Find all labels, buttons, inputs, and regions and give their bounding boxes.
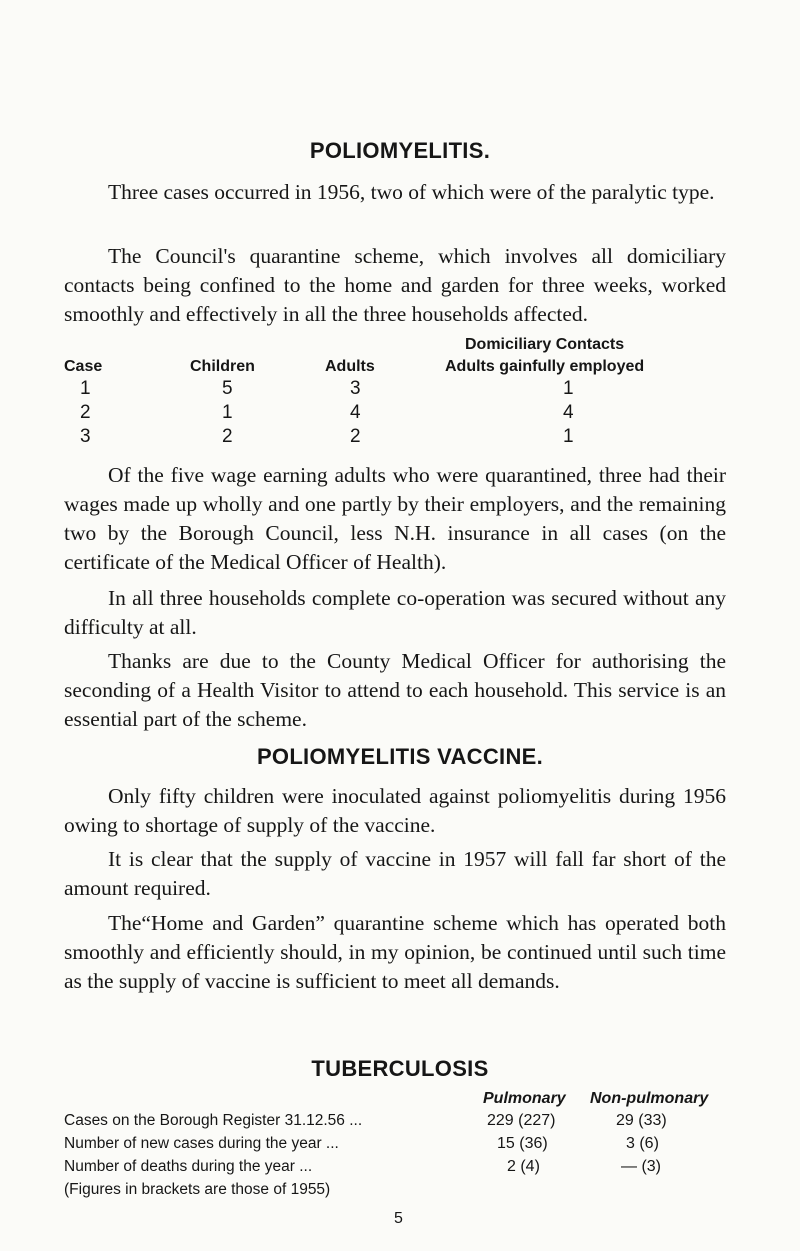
cell-children: 5 — [222, 378, 233, 399]
cell-non-pulmonary: — (3) — [621, 1158, 661, 1175]
cell-case: 3 — [80, 426, 91, 447]
cell-non-pulmonary: 3 (6) — [626, 1135, 659, 1152]
col-header-adults: Adults — [325, 358, 375, 375]
vaccine-paragraph-home-garden: The“Home and Garden” quarantine scheme which has operated both smoothly and efficiently should, in my opinion, be continued until such time as the supply of vaccine is sufficient to meet all demands. — [64, 911, 726, 993]
cell-case: 1 — [80, 378, 91, 399]
cell-children: 1 — [222, 402, 233, 423]
cell-adults: 4 — [350, 402, 361, 423]
section-title-polio-vaccine: POLIOMYELITIS VACCINE. — [256, 744, 544, 769]
cell-children: 2 — [222, 426, 233, 447]
cell-employed: 1 — [563, 426, 574, 447]
row-label: Cases on the Borough Register 31.12.56 ... — [64, 1112, 363, 1129]
cell-employed: 4 — [563, 402, 574, 423]
polio-paragraph-cases: Three cases occurred in 1956, two of which were of the paralytic type. — [108, 180, 715, 204]
section-title-poliomyelitis: POLIOMYELITIS. — [309, 138, 491, 163]
cell-adults: 2 — [350, 426, 361, 447]
cell-employed: 1 — [563, 378, 574, 399]
col-header-case: Case — [64, 358, 103, 375]
tuberculosis-note: (Figures in brackets are those of 1955) — [64, 1181, 331, 1198]
cell-pulmonary: 15 (36) — [497, 1135, 548, 1152]
cell-pulmonary: 229 (227) — [487, 1112, 556, 1129]
cell-non-pulmonary: 29 (33) — [616, 1112, 667, 1129]
polio-paragraph-quarantine: The Council's quarantine scheme, which involves all domiciliary contacts being confined to the home and garden for three weeks, worked smoothly and effectively in all the three households affected. — [64, 244, 726, 326]
row-label: Number of new cases during the year ... — [64, 1135, 339, 1152]
cell-adults: 3 — [350, 378, 361, 399]
col-header-non-pulmonary: Non-pulmonary — [590, 1090, 709, 1107]
polio-paragraph-cooperation: In all three households complete co-operation was secured without any difficulty at all. — [64, 586, 726, 639]
col-header-pulmonary: Pulmonary — [483, 1090, 566, 1107]
vaccine-paragraph-supply: It is clear that the supply of vaccine in 1957 will fall far short of the amount required. — [64, 847, 726, 900]
col-header-adults-employed: Adults gainfully employed — [445, 358, 645, 375]
polio-paragraph-wages: Of the five wage earning adults who were quarantined, three had their wages made up wholly and one partly by their employers, and the remaining two by the Borough Council, less N.H. insurance in all cases (on the certificate of the Medical Officer of Health). — [64, 463, 726, 574]
cell-case: 2 — [80, 402, 91, 423]
polio-paragraph-thanks: Thanks are due to the County Medical Officer for authorising the seconding of a Health Visitor to attend to each household. This service is an essential part of the scheme. — [64, 649, 726, 731]
cell-pulmonary: 2 (4) — [507, 1158, 540, 1175]
col-header-children: Children — [190, 358, 255, 375]
vaccine-paragraph-inoculated: Only fifty children were inoculated against poliomyelitis during 1956 owing to shortage of supply of the vaccine. — [64, 784, 726, 837]
row-label: Number of deaths during the year ... — [64, 1158, 313, 1175]
contacts-group-header: Domiciliary Contacts — [465, 336, 625, 353]
section-title-tuberculosis: TUBERCULOSIS — [311, 1056, 489, 1081]
page-number: 5 — [394, 1210, 403, 1227]
